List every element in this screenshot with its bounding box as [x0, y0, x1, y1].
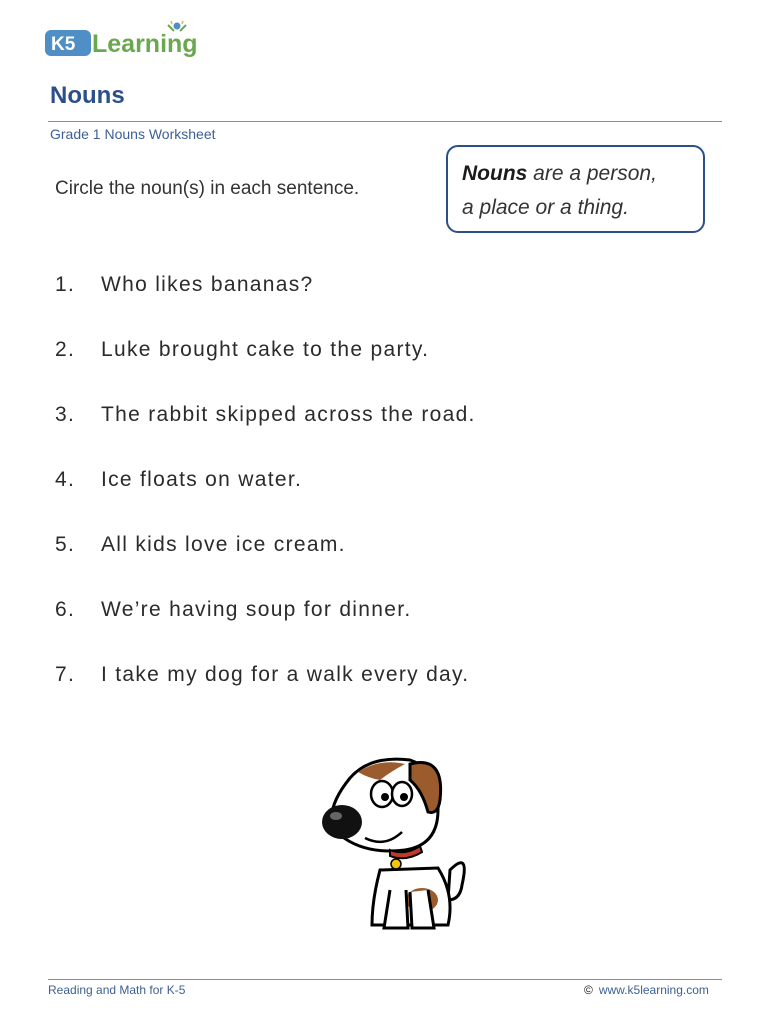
footer-divider: [48, 979, 722, 980]
k5-learning-logo: [44, 20, 214, 60]
instruction-text: Circle the noun(s) in each sentence.: [55, 178, 360, 199]
sentence-item: [55, 663, 476, 728]
sentence-text: Who likes bananas?: [101, 273, 314, 296]
logo-word-text: Learning: [92, 30, 198, 58]
sentence-text: All kids love ice cream.: [101, 533, 346, 556]
definition-term: Nouns: [462, 162, 528, 185]
worksheet-subtitle: Grade 1 Nouns Worksheet: [50, 126, 216, 142]
definition-text-line1: are a person,: [527, 162, 657, 185]
definition-box: [446, 145, 705, 233]
dog-illustration-icon: [310, 750, 480, 935]
sentence-number: 1.: [55, 273, 76, 296]
logo-k5-text: K5: [51, 34, 76, 55]
sentence-text: I take my dog for a walk every day.: [101, 663, 470, 686]
sentence-text: We’re having soup for dinner.: [101, 598, 412, 621]
definition-text-line2: a place or a thing.: [462, 196, 629, 219]
sentence-number: 2.: [55, 338, 76, 361]
website-link[interactable]: www.k5learning.com: [598, 983, 709, 997]
sentence-number: 3.: [55, 403, 76, 426]
page-title: Nouns: [50, 82, 125, 109]
sentence-item: [55, 598, 476, 663]
sentence-number: 7.: [55, 663, 76, 686]
header-divider: [48, 121, 722, 122]
footer-tagline: Reading and Math for K-5: [48, 983, 186, 997]
footer-website[interactable]: [584, 983, 709, 997]
sentence-item: [55, 403, 476, 468]
sentence-number: 4.: [55, 468, 76, 491]
sentence-number: 6.: [55, 598, 76, 621]
sentence-item: [55, 273, 476, 338]
sentence-list: [55, 273, 476, 728]
sentence-text: Ice floats on water.: [101, 468, 303, 491]
sentence-number: 5.: [55, 533, 76, 556]
sentence-item: [55, 533, 476, 598]
sentence-text: The rabbit skipped across the road.: [101, 403, 476, 426]
copyright-symbol: ©: [584, 983, 593, 997]
sentence-item: [55, 338, 476, 403]
sentence-item: [55, 468, 476, 533]
sentence-text: Luke brought cake to the party.: [101, 338, 430, 361]
